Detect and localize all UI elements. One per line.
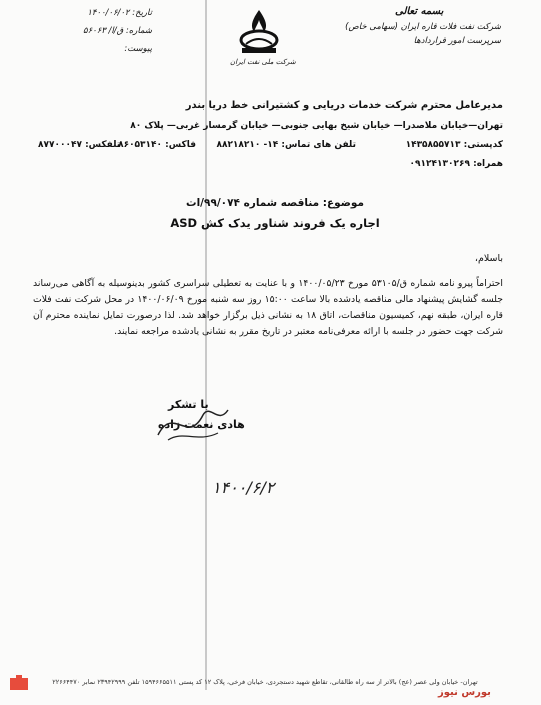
salutation: باسلام، — [474, 253, 503, 264]
signature-scribble-icon — [148, 385, 238, 455]
telefax-number: تلفکس: ۸۷۷۰۰۰۴۷ — [38, 140, 121, 150]
fax-number: فاکس: ۸۶۰۵۳۱۴۰ — [118, 140, 196, 150]
phone-numbers: تلفن های تماس: ۱۴- ۸۸۲۱۸۲۱۰ — [216, 140, 356, 150]
logo-caption: شرکت ملی نفت ایران — [230, 58, 296, 66]
date-label: تاریخ: — [132, 8, 152, 18]
closing-thanks: با تشکر — [168, 398, 209, 411]
mobile-number: همراه: ۰۹۱۲۴۱۳۰۲۶۹ — [409, 159, 503, 169]
signatory-name: هادی نعمت زاده — [158, 418, 245, 431]
attachment-label: پیوست: — [124, 44, 152, 54]
number-label: شماره: — [125, 26, 152, 36]
letter-body: احتراماً پیرو نامه شماره ق/۵۳۱۰۵ مورخ ۱۴۰۰/۰۵/۲۳ و با عنایت به تعطیلی سراسری کشور بدینوسیله به آگاهی می‌رساند جلسه گشایش پیشنهاد مالی مناقصه یادشده بالا ساعت ۱۵:۰۰ روز سه شنبه مورخ ۱۴۰۰/۰۶/۰۹ در محل شرکت نفت فلات قاره ایران، طبقه نهم، کمیسیون مناقصات، اتاق ۱۸ به نشانی ذیل برگزار خواهد شد. لذا درصورت تمایل نماینده محترم آن شرکت جهت حضور در جلسه با ارائه معرفی‌نامه معتبر در تاریخ مقرر به نشانی یادشده مراجعه نمایند. — [33, 278, 503, 337]
bourse-news-logo-icon — [8, 674, 34, 694]
addressee-title: مدیرعامل محترم شرکت خدمات دریایی و کشتیرانی خط دریا بندر — [185, 100, 503, 111]
basmala: بسمه تعالی — [395, 6, 444, 17]
addressee-address: تهران—خیابان ملاصدرا— خیابان شیخ بهایی جنوبی— خیابان گرمسار غربی— پلاک ۸۰ — [130, 121, 503, 131]
watermark: بورس نیوز — [438, 687, 491, 698]
date-value: ۱۴۰۰/۰۶/۰۲ — [87, 8, 130, 18]
nioc-logo-icon — [232, 6, 286, 58]
number-value: ق/ا/ ۵۶۰۶۳ — [83, 26, 124, 36]
footer-address: تهران- خیابان ولی عصر (عج) بالاتر از سه راه طالقانی، تقاطع شهید دستجردی، خیابان فرخی، پلاک ۱۲ کد پستی ۱۵۹۴۶۶۵۵۱۱ تلفن ۲۳۹۴۲۹۹۹ نمابر ۲۲۶۶۴۴۷۰ — [52, 678, 478, 686]
handwritten-date: ۱۴۰۰/۶/۲ — [212, 478, 275, 497]
number-line — [42, 26, 152, 36]
subject-line: موضوع: مناقصه شماره ۹۹/۰۷۴/ات — [186, 197, 364, 209]
department-name: سرپرست امور قراردادها — [413, 36, 501, 46]
date-line — [42, 8, 152, 18]
attachment-line — [42, 44, 152, 54]
company-name: شرکت نفت فلات قاره ایران (سهامی خاص) — [345, 22, 501, 32]
postal-code: کدپستی: ۱۴۳۵۸۵۵۷۱۳ — [405, 140, 503, 150]
subject-title: اجاره یک فروند شناور یدک کش ASD — [170, 216, 380, 230]
